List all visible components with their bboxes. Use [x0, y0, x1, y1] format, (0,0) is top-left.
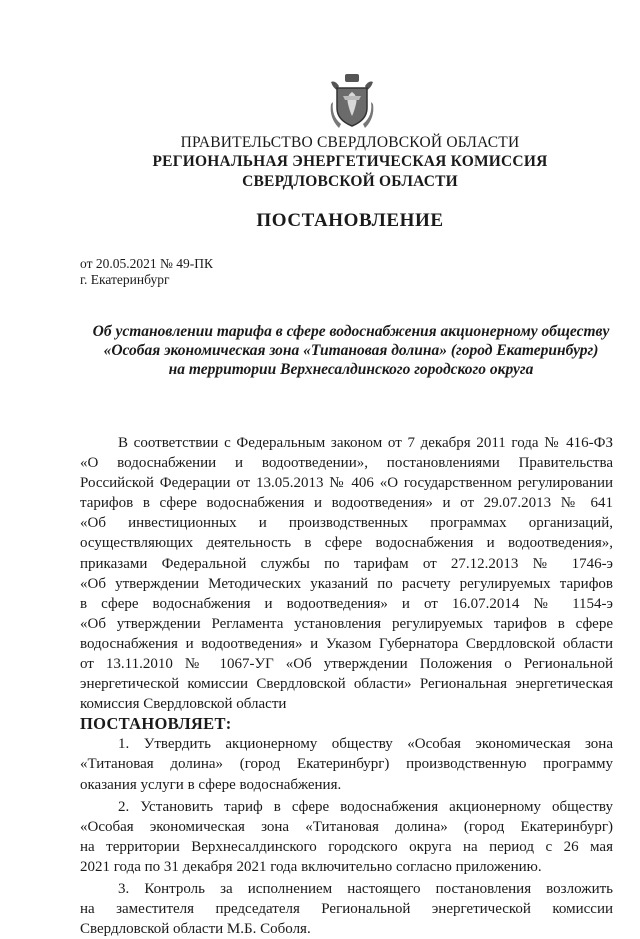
document-subject	[86, 322, 616, 379]
item-2-line: на территории Верхнесалдинского городского округа на период с 26 мая	[80, 838, 613, 855]
government-name: ПРАВИТЕЛЬСТВО СВЕРДЛОВСКОЙ ОБЛАСТИ	[180, 134, 520, 151]
preamble-line: в сфере водоснабжения и водоотведения» и от 16.07.2014 № 1154-э	[80, 595, 613, 612]
preamble-line: «Об утверждении Регламента установления регулируемых тарифов в сфере	[80, 615, 613, 632]
preamble-line: Российской Федерации от 13.05.2013 № 406 «О государственном регулировании	[80, 475, 613, 492]
document-city: г. Екатеринбург	[80, 272, 170, 287]
document-date-number: от 20.05.2021 № 49-ПК	[80, 256, 213, 271]
document-type-title: ПОСТАНОВЛЕНИЕ	[256, 210, 444, 231]
item-1-line: оказания услуги в сфере водоснабжения.	[80, 776, 342, 793]
item-1-line: 1. Утвердить акционерному обществу «Особая экономическая зона	[118, 736, 613, 753]
resolves-heading: ПОСТАНОВЛЯЕТ:	[80, 714, 232, 734]
item-2-line: «Особая экономическая зона «Титановая долина» (город Екатеринбург)	[80, 818, 613, 835]
preamble-line: приказами Федеральной службы по тарифам от 27.12.2013 № 1746-э	[80, 555, 613, 572]
preamble-line: «Об утверждении Методических указаний по расчету регулируемых тарифов	[80, 575, 613, 592]
item-2-line: 2021 года по 31 декабря 2021 года включительно согласно приложению.	[80, 858, 542, 875]
preamble-line: «О водоснабжении и водоотведении», постановлениями Правительства	[80, 455, 613, 472]
commission-name: РЕГИОНАЛЬНАЯ ЭНЕРГЕТИЧЕСКАЯ КОМИССИЯ	[152, 153, 548, 170]
preamble-line: энергетической комиссии Свердловской области» Региональная энергетическая	[80, 676, 613, 693]
item-1-line: «Титановая долина» (город Екатеринбург) производственную программу	[80, 756, 613, 773]
preamble-line: от 13.11.2010 № 1067-УГ «Об утверждении Положения о Региональной	[80, 656, 613, 673]
item-3-line: на заместителя председателя Региональной энергетической комиссии	[80, 901, 613, 918]
subject-line: «Особая экономическая зона «Титановая долина» (город Екатеринбург)	[103, 342, 599, 359]
item-2-line: 2. Установить тариф в сфере водоснабжения акционерному обществу	[118, 798, 613, 815]
commission-region: СВЕРДЛОВСКОЙ ОБЛАСТИ	[242, 173, 458, 190]
preamble-line: тарифов в сфере водоснабжения и водоотведения» и от 29.07.2013 № 641	[80, 495, 613, 512]
preamble-line: «Об инвестиционных и производственных программах организаций,	[80, 515, 613, 532]
document-body	[80, 433, 613, 939]
subject-line: Об установлении тарифа в сфере водоснабжения акционерному обществу	[92, 323, 610, 340]
preamble-line: водоснабжения и водоотведения» и Указом Губернатора Свердловской области	[80, 635, 613, 652]
preamble-line: осуществляющих деятельность в сфере водоснабжения и водоотведения»,	[80, 535, 613, 552]
item-3-line: Свердловской области М.Б. Соболя.	[80, 921, 311, 938]
preamble-line: В соответствии с Федеральным законом от 7 декабря 2011 года № 416-ФЗ	[118, 435, 613, 451]
coat-of-arms-emblem	[329, 72, 375, 130]
subject-line: на территории Верхнесалдинского городского округа	[168, 361, 534, 378]
item-3-line: 3. Контроль за исполнением настоящего постановления возложить	[118, 880, 613, 897]
preamble-line: комиссия Свердловской области	[80, 696, 287, 713]
